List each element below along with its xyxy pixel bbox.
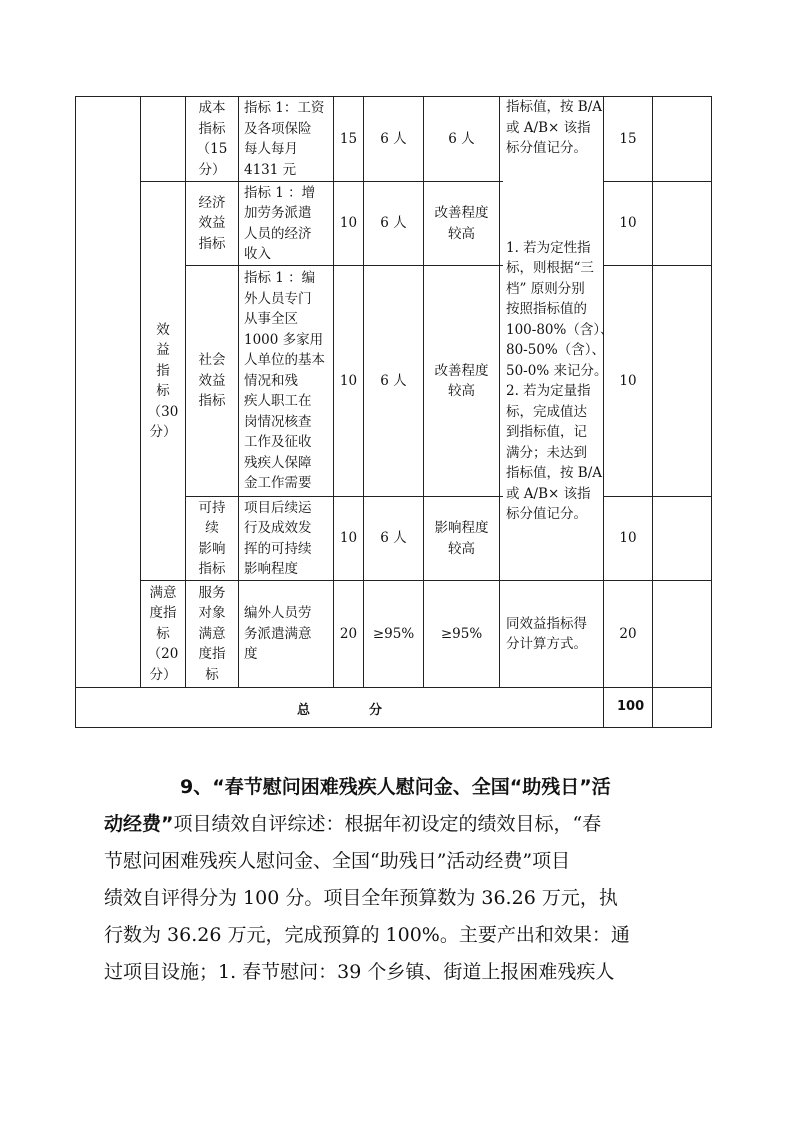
cell-text: 指标 bbox=[198, 235, 226, 252]
cell-text: 较高 bbox=[448, 383, 475, 399]
table-rule bbox=[652, 96, 653, 728]
method-cell bbox=[506, 182, 614, 580]
cell-text: 同效益指标得 bbox=[506, 615, 587, 632]
cell-text: 4131 元 bbox=[244, 161, 297, 178]
cell-text: 或 A/B× 该指 bbox=[506, 119, 591, 136]
table-rule bbox=[238, 96, 239, 688]
category-benefit bbox=[141, 182, 185, 580]
total-value: 100 bbox=[617, 699, 645, 714]
cell-text: 人员的经济 bbox=[244, 225, 312, 242]
cell-text: 10 bbox=[619, 530, 637, 547]
cell-text: 6 人 bbox=[380, 215, 407, 232]
table-rule bbox=[711, 96, 712, 728]
method-cell bbox=[506, 581, 602, 687]
cell-text: 收入 bbox=[244, 246, 271, 262]
paragraph-line: 节慰问困难残疾人慰问金、全国“助残日”活动经费”项目 bbox=[104, 850, 571, 872]
cell-text: 15 bbox=[339, 130, 358, 147]
sub-indicator-cell bbox=[186, 97, 238, 181]
sub-indicator-cell bbox=[186, 266, 238, 496]
cell-text: 10 bbox=[339, 372, 358, 389]
category-benefit-text: 标 bbox=[156, 383, 170, 399]
cell-text: 改善程度 bbox=[434, 205, 489, 221]
table-rule bbox=[75, 727, 711, 728]
category-benefit-text: 分） bbox=[149, 424, 177, 440]
score-cell bbox=[604, 497, 652, 580]
cell-text: 指标 bbox=[198, 393, 226, 410]
paragraph-heading-cont: 动经费” bbox=[104, 813, 174, 835]
table-rule bbox=[499, 96, 500, 688]
cell-text: 续 bbox=[205, 520, 219, 536]
actual-cell bbox=[424, 266, 499, 496]
actual-cell bbox=[424, 182, 499, 265]
cell-text: 6 人 bbox=[448, 130, 475, 147]
actual-cell bbox=[424, 97, 499, 181]
cell-text: 1000 多家用 bbox=[244, 331, 324, 348]
cell-text: 6 人 bbox=[380, 372, 407, 389]
score-cell bbox=[604, 182, 652, 265]
cell-text: 可持 bbox=[198, 499, 226, 516]
cell-text: 影响程度 bbox=[434, 520, 489, 536]
category-benefit-text: （30 bbox=[147, 403, 179, 420]
cell-text: 度 bbox=[244, 646, 258, 663]
weight-cell bbox=[334, 581, 363, 687]
cell-text: 及各项保险 bbox=[244, 120, 312, 137]
paragraph-text: 项目绩效自评综述：根据年初设定的绩效目标，“春 bbox=[173, 813, 602, 835]
cell-text: 效益 bbox=[198, 215, 226, 232]
cell-text: 10 bbox=[339, 215, 358, 232]
cell-text: 标分值记分。 bbox=[506, 506, 587, 522]
cell-text: 指标 1：工资 bbox=[244, 100, 325, 116]
actual-cell bbox=[424, 497, 499, 580]
cell-text: 指标值，按 B/A bbox=[506, 465, 603, 481]
cell-text: 标，则根据“三 bbox=[506, 260, 594, 276]
cell-text: 情况和残 bbox=[244, 372, 298, 389]
paragraph-line bbox=[104, 806, 694, 843]
score-cell bbox=[604, 581, 652, 687]
cell-text: 或 A/B× 该指 bbox=[506, 485, 591, 502]
cell-text: 80-50%（含）、 bbox=[506, 342, 605, 358]
cell-text: 较高 bbox=[448, 225, 475, 242]
cell-text: 经济 bbox=[198, 194, 226, 211]
target-cell bbox=[364, 97, 423, 181]
cell-text: 影响 bbox=[198, 540, 226, 557]
category-satisfaction-text: 标 bbox=[156, 625, 170, 642]
cell-text: 满分；未达到 bbox=[506, 444, 587, 461]
cell-text: ≥95% bbox=[440, 625, 483, 642]
cell-text: 人单位的基本 bbox=[244, 352, 325, 369]
sub-indicator-cell bbox=[186, 497, 238, 580]
cell-text: 10 bbox=[619, 215, 637, 232]
category-satisfaction-text: （20 bbox=[147, 646, 179, 663]
cell-text: 指标 1 ：编 bbox=[244, 270, 316, 287]
cell-text: 效益 bbox=[198, 372, 226, 389]
cell-text: 1. 若为定性指 bbox=[506, 239, 591, 256]
indicator-desc-cell bbox=[244, 97, 332, 181]
cell-text: 对象 bbox=[198, 605, 226, 622]
actual-cell bbox=[424, 581, 499, 687]
cell-text: 加劳务派遣 bbox=[244, 205, 312, 221]
weight-cell bbox=[334, 182, 363, 265]
cell-text: 岗情况核查 bbox=[244, 413, 312, 430]
summary-paragraph bbox=[104, 769, 694, 991]
table-rule bbox=[75, 96, 76, 728]
cell-text: 2. 若为定量指 bbox=[506, 383, 591, 399]
cell-text: 指标 1 ：增 bbox=[244, 184, 316, 201]
paragraph-line: 过项目设施；1. 春节慰问：39 个乡镇、街道上报困难残疾人 bbox=[104, 961, 615, 983]
cell-text: 服务 bbox=[198, 584, 226, 601]
cell-text: 项目后续运 bbox=[244, 499, 312, 516]
cell-text: 指标 bbox=[198, 120, 226, 137]
category-satisfaction-text: 分） bbox=[149, 666, 177, 683]
cell-text: 20 bbox=[339, 625, 358, 642]
cell-text: 档” 原则分别 bbox=[506, 280, 585, 297]
cell-text: 标分值记分。 bbox=[506, 140, 587, 156]
cell-text: 6 人 bbox=[380, 130, 407, 147]
cell-text: 标，完成值达 bbox=[506, 403, 587, 420]
total-label: 总 bbox=[297, 703, 311, 718]
cell-text: 较高 bbox=[448, 540, 475, 557]
target-cell bbox=[364, 182, 423, 265]
category-benefit-text: 益 bbox=[156, 342, 170, 358]
cell-text: 成本 bbox=[198, 100, 226, 116]
category-satisfaction-text: 度指 bbox=[149, 605, 177, 622]
indicator-desc-cell bbox=[244, 266, 332, 496]
cell-text: 10 bbox=[619, 372, 637, 389]
paragraph-heading: 9、“春节慰问困难残疾人慰问金、全国“助残日”活 bbox=[180, 776, 611, 798]
cell-text: 疾人职工在 bbox=[244, 393, 312, 410]
cell-text: 分） bbox=[198, 161, 226, 178]
cell-text: 度指 bbox=[198, 646, 226, 663]
cell-text: 到指标值，记 bbox=[506, 424, 587, 440]
cell-text: （15 bbox=[196, 141, 228, 157]
category-satisfaction bbox=[141, 581, 185, 687]
cell-text: 分计算方式。 bbox=[506, 636, 587, 652]
cell-text: 6 人 bbox=[380, 530, 407, 547]
cell-text: 残疾人保障 bbox=[244, 454, 312, 471]
score-cell bbox=[604, 97, 652, 181]
indicator-desc-cell bbox=[244, 182, 332, 265]
cell-text: 行及成效发 bbox=[244, 520, 312, 536]
cell-text: 从事全区 bbox=[244, 311, 298, 328]
category-satisfaction-text: 满意 bbox=[149, 584, 177, 601]
cell-text: 影响程度 bbox=[244, 561, 298, 577]
cell-text: 100-80%（含）、 bbox=[506, 321, 614, 338]
category-benefit-text: 指 bbox=[156, 362, 170, 379]
cell-text: 外人员专门 bbox=[244, 290, 312, 307]
weight-cell bbox=[334, 497, 363, 580]
cell-text: 挥的可持续 bbox=[244, 540, 312, 557]
cell-text: 社会 bbox=[198, 352, 226, 369]
cell-text: 10 bbox=[339, 530, 358, 547]
sub-indicator-cell bbox=[186, 182, 238, 265]
cell-text: 指标值，按 B/A bbox=[506, 99, 603, 115]
cell-text: 指标 bbox=[198, 561, 226, 577]
indicator-desc-cell bbox=[244, 497, 332, 580]
cell-text: 改善程度 bbox=[434, 362, 489, 379]
cell-text: ≥95% bbox=[372, 625, 415, 642]
cell-text: 编外人员劳 bbox=[244, 605, 312, 622]
sub-indicator-cell bbox=[186, 581, 238, 687]
cell-text: 20 bbox=[619, 625, 637, 642]
cell-text: 15 bbox=[619, 130, 637, 147]
cell-text: 每人每月 bbox=[244, 141, 298, 157]
cell-text: 金工作需要 bbox=[244, 475, 312, 492]
paragraph-line bbox=[104, 769, 694, 806]
cell-text: 务派遣满意 bbox=[244, 625, 312, 642]
cell-text: 按照指标值的 bbox=[506, 301, 587, 317]
score-cell bbox=[604, 266, 652, 496]
weight-cell bbox=[334, 266, 363, 496]
weight-cell bbox=[334, 97, 363, 181]
category-benefit-text: 效 bbox=[156, 321, 170, 338]
target-cell bbox=[364, 581, 423, 687]
paragraph-line: 行数为 36.26 万元，完成预算的 100%。主要产出和效果：通 bbox=[104, 924, 630, 946]
cell-text: 标 bbox=[205, 666, 219, 683]
cell-text: 50-0% 来记分。 bbox=[506, 362, 608, 379]
cell-text: 满意 bbox=[198, 625, 226, 642]
indicator-desc-cell bbox=[244, 581, 332, 687]
target-cell bbox=[364, 266, 423, 496]
table-rule bbox=[75, 687, 711, 688]
paragraph-line: 绩效自评得分为 100 分。项目全年预算数为 36.26 万元，执 bbox=[104, 887, 618, 909]
total-label: 分 bbox=[369, 703, 383, 718]
method-cell bbox=[506, 97, 602, 163]
target-cell bbox=[364, 497, 423, 580]
cell-text: 工作及征收 bbox=[244, 434, 312, 451]
